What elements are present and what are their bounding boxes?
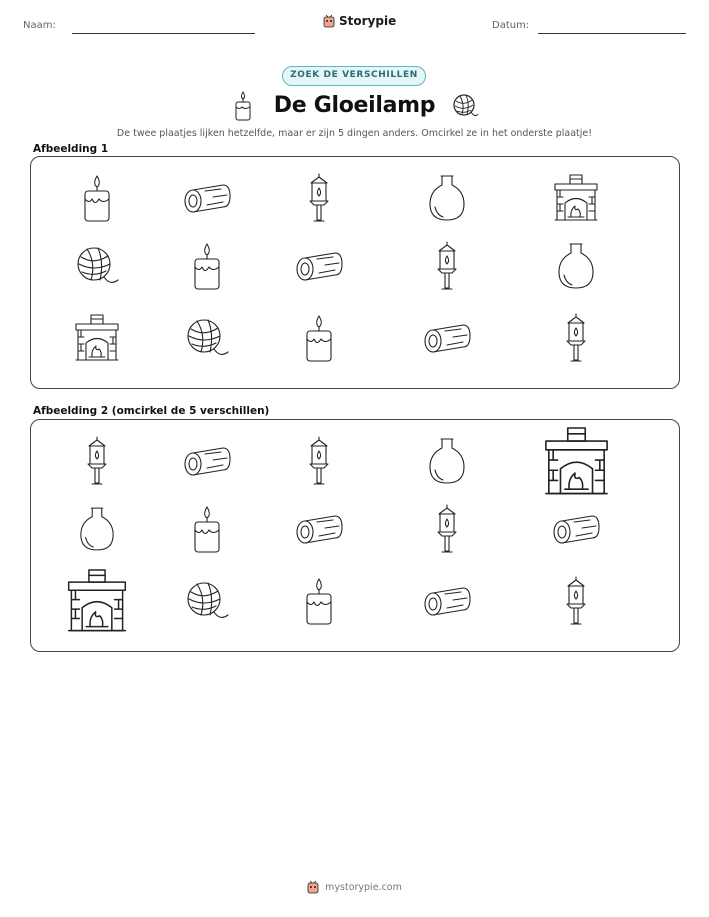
picture2-fireplace-r1c5[interactable]	[541, 430, 611, 492]
yarn-icon	[184, 580, 230, 622]
vase-icon	[78, 505, 116, 553]
fireplace-icon	[74, 313, 120, 363]
picture1-fireplace-r1c5	[541, 167, 611, 229]
date-line[interactable]	[538, 33, 686, 34]
picture2-vase-r2c1[interactable]	[62, 498, 132, 560]
lantern-icon	[563, 575, 589, 627]
name-line[interactable]	[72, 33, 255, 34]
picture2-candle-r3c3[interactable]	[284, 570, 354, 632]
instructions: De twee plaatjes lijken hetzelfde, maar er zijn 5 dingen anders. Omcirkel ze in het onderste plaatje!	[116, 128, 593, 139]
picture2-log-r2c3[interactable]	[284, 498, 354, 560]
fireplace-icon	[543, 425, 610, 498]
name-label: Naam:	[23, 20, 56, 31]
vase-icon	[427, 173, 467, 223]
candle-icon	[303, 313, 335, 363]
lantern-icon	[306, 172, 332, 224]
picture2-log-r2c5[interactable]	[541, 498, 611, 560]
log-icon	[423, 585, 471, 617]
picture2-lantern-r1c3[interactable]	[284, 430, 354, 492]
candle-icon	[303, 576, 335, 626]
yarn-ball-icon	[451, 92, 479, 120]
candle-icon	[81, 173, 113, 223]
brand-logo	[323, 14, 396, 28]
picture1-lantern-r1c3	[284, 167, 354, 229]
storypie-logo-icon	[323, 14, 335, 28]
picture1-lantern-r3c5	[541, 307, 611, 369]
picture1-log-r1c2	[172, 167, 242, 229]
picture1-vase-r2c5	[541, 235, 611, 297]
log-icon	[295, 513, 343, 545]
brand-name: Storypie	[339, 14, 397, 28]
log-icon	[552, 513, 600, 545]
candle-icon	[191, 504, 223, 554]
picture1-label: Afbeelding 1	[33, 143, 109, 155]
vase-icon	[556, 241, 596, 291]
lantern-icon	[563, 312, 589, 364]
activity-badge: ZOEK DE VERSCHILLEN	[282, 66, 426, 86]
picture2-fireplace-r3c1[interactable]	[62, 570, 132, 632]
log-icon	[183, 445, 231, 477]
picture1-fireplace-r3c1	[62, 307, 132, 369]
picture1-vase-r1c4	[412, 167, 482, 229]
picture2-panel[interactable]	[30, 419, 680, 652]
picture2-log-r3c4[interactable]	[412, 570, 482, 632]
page-title: De Gloeilamp	[273, 93, 436, 118]
picture1-candle-r3c3	[284, 307, 354, 369]
picture1-log-r3c4	[412, 307, 482, 369]
fireplace-icon	[553, 173, 599, 223]
date-label: Datum:	[492, 20, 530, 31]
candle-icon	[191, 241, 223, 291]
fireplace-icon	[66, 567, 128, 635]
footer-url: mystorypie.com	[325, 881, 402, 893]
lantern-icon	[84, 435, 110, 487]
picture1-candle-r1c1	[62, 167, 132, 229]
picture2-log-r1c2[interactable]	[172, 430, 242, 492]
vase-icon	[427, 436, 467, 486]
log-icon	[423, 322, 471, 354]
picture2-lantern-r3c5[interactable]	[541, 570, 611, 632]
picture1-log-r2c3	[284, 235, 354, 297]
lantern-icon	[306, 435, 332, 487]
picture2-candle-r2c2[interactable]	[172, 498, 242, 560]
footer	[0, 880, 709, 894]
picture2-vase-r1c4[interactable]	[412, 430, 482, 492]
picture2-lantern-r2c4[interactable]	[412, 498, 482, 560]
log-icon	[183, 182, 231, 214]
picture1-yarn-r2c1	[62, 235, 132, 297]
picture1-panel	[30, 156, 680, 389]
picture2-yarn-r3c2[interactable]	[172, 570, 242, 632]
picture1-yarn-r3c2	[172, 307, 242, 369]
picture1-candle-r2c2	[172, 235, 242, 297]
lantern-icon	[434, 503, 460, 555]
picture1-lantern-r2c4	[412, 235, 482, 297]
picture2-label: Afbeelding 2 (omcirkel de 5 verschillen)	[33, 405, 270, 417]
picture2-lantern-r1c1[interactable]	[62, 430, 132, 492]
title-row	[0, 90, 709, 124]
yarn-icon	[184, 317, 230, 359]
lantern-icon	[434, 240, 460, 292]
log-icon	[295, 250, 343, 282]
yarn-icon	[74, 245, 120, 287]
storypie-footer-icon	[307, 880, 319, 894]
